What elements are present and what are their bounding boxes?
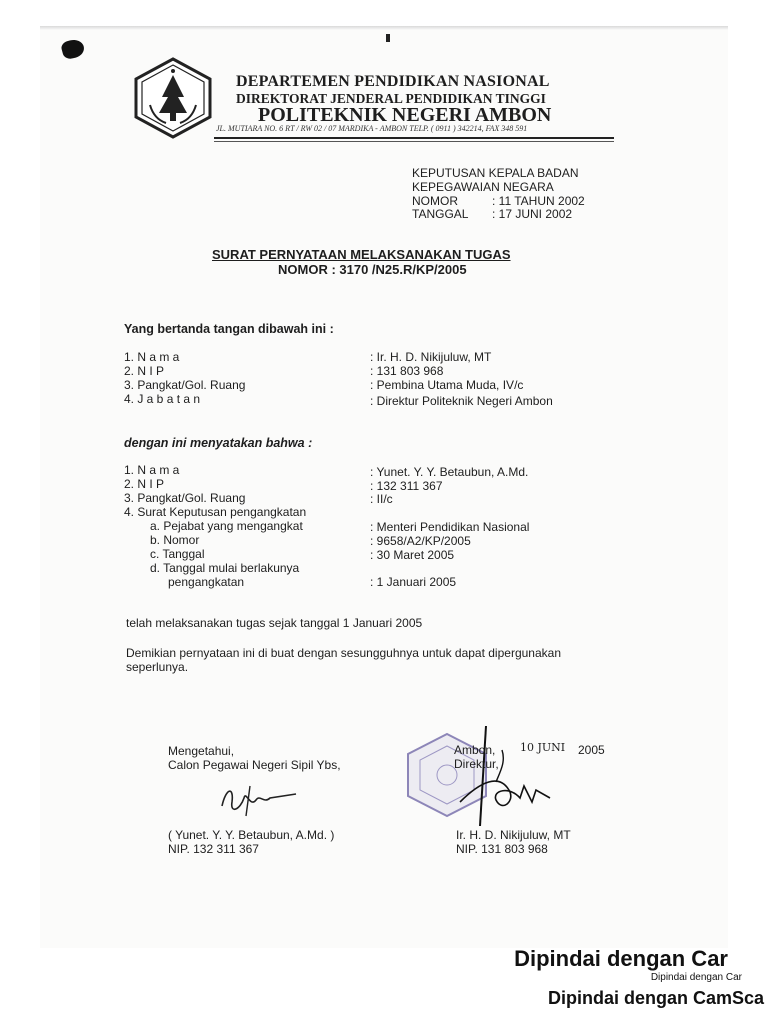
reference-line-1: KEPUTUSAN KEPALA BADAN (412, 166, 579, 180)
signer-nip-label: 2. N I P (124, 364, 165, 378)
left-sign-role: Calon Pegawai Negeri Sipil Ybs, (168, 758, 341, 772)
signer-rank-value: : Pembina Utama Muda, IV/c (370, 378, 524, 392)
signer-rank-label: 3. Pangkat/Gol. Ruang (124, 378, 246, 392)
reference-tanggal-label: TANGGAL (412, 207, 469, 221)
letterhead-rule-thin (214, 141, 614, 142)
closing-line-2: seperlunya. (126, 660, 189, 674)
decree-number-value: : 9658/A2/KP/2005 (370, 534, 471, 548)
institution-logo-icon (132, 57, 214, 139)
employee-rank-label: 3. Pangkat/Gol. Ruang (124, 491, 246, 505)
right-sign-nip: NIP. 131 803 968 (456, 842, 548, 856)
left-sign-nip: NIP. 132 311 367 (168, 842, 259, 856)
letterhead-directorate: DIREKTORAT JENDERAL PENDIDIKAN TINGGI (236, 91, 546, 106)
signer-intro: Yang bertanda tangan dibawah ini : (124, 322, 334, 336)
decree-effective-label: d. Tanggal mulai berlakunya (150, 561, 300, 575)
reference-nomor-label: NOMOR (412, 194, 458, 208)
letterhead-rule (214, 137, 614, 139)
duty-sentence: telah melaksanakan tugas sejak tanggal 1 Januari 2005 (126, 616, 423, 630)
scan-watermark-large: Dipindai dengan Car (514, 946, 728, 971)
decree-number-label: b. Nomor (150, 533, 200, 547)
statement-intro: dengan ini menyatakan bahwa : (124, 436, 313, 450)
left-sign-acknowledge: Mengetahui, (168, 744, 235, 758)
right-sign-name: Ir. H. D. Nikijuluw, MT (456, 828, 571, 842)
employee-nip-value: : 132 311 367 (370, 479, 443, 493)
right-sign-date-day: 10 JUNI (520, 741, 566, 754)
page-edge (40, 26, 728, 30)
signer-name-label: 1. N a m a (124, 350, 180, 364)
signer-nip-value: : 131 803 968 (370, 364, 444, 378)
decree-official-value: : Menteri Pendidikan Nasional (370, 520, 530, 534)
employee-rank-value: : II/c (370, 492, 393, 506)
letterhead-institution: POLITEKNIK NEGERI AMBON (258, 104, 552, 126)
ink-speck (386, 34, 390, 42)
right-sign-place: Ambon, (454, 743, 496, 757)
left-signature-icon (216, 780, 306, 820)
closing-line-1: Demikian pernyataan ini di buat dengan sesungguhnya untuk dapat dipergunakan (126, 646, 561, 660)
right-sign-date-year: 2005 (578, 743, 605, 757)
employee-name-label: 1. N a m a (124, 463, 180, 477)
decree-appointment-label: pengangkatan (168, 575, 245, 589)
decree-official-label: a. Pejabat yang mengangkat (150, 519, 303, 533)
employee-decree-label: 4. Surat Keputusan pengangkatan (124, 505, 307, 519)
reference-tanggal-value: : 17 JUNI 2002 (492, 207, 573, 221)
employee-nip-label: 2. N I P (124, 477, 165, 491)
decree-date-label: c. Tanggal (150, 547, 205, 561)
document-number: NOMOR : 3170 /N25.R/KP/2005 (278, 262, 467, 277)
document-title: SURAT PERNYATAAN MELAKSANAKAN TUGAS (212, 247, 511, 262)
decree-date-value: : 30 Maret 2005 (370, 548, 455, 562)
signer-position-value: : Direktur Politeknik Negeri Ambon (370, 394, 553, 408)
right-sign-role: Direktur, (454, 757, 499, 771)
scan-watermark-small: Dipindai dengan Car (650, 972, 742, 983)
reference-line-2: KEPEGAWAIAN NEGARA (412, 180, 554, 194)
employee-name-value: : Yunet. Y. Y. Betaubun, A.Md. (370, 465, 529, 479)
scan-watermark-main: Dipindai dengan CamSca (547, 988, 764, 1008)
signer-position-label: 4. J a b a t a n (124, 392, 201, 406)
signer-name-value: : Ir. H. D. Nikijuluw, MT (370, 350, 492, 364)
reference-nomor-value: : 11 TAHUN 2002 (492, 194, 585, 208)
left-sign-name: ( Yunet. Y. Y. Betaubun, A.Md. ) (168, 828, 335, 842)
decree-appointment-value: : 1 Januari 2005 (370, 575, 457, 589)
letterhead-address: JL. MUTIARA NO. 6 RT / RW 02 / 07 MARDIKA - AMBON TELP. ( 0911 ) 342214, FAX 348 591 (216, 124, 528, 133)
right-signature-icon (440, 722, 570, 832)
letterhead-ministry: DEPARTEMEN PENDIDIKAN NASIONAL (236, 73, 550, 90)
